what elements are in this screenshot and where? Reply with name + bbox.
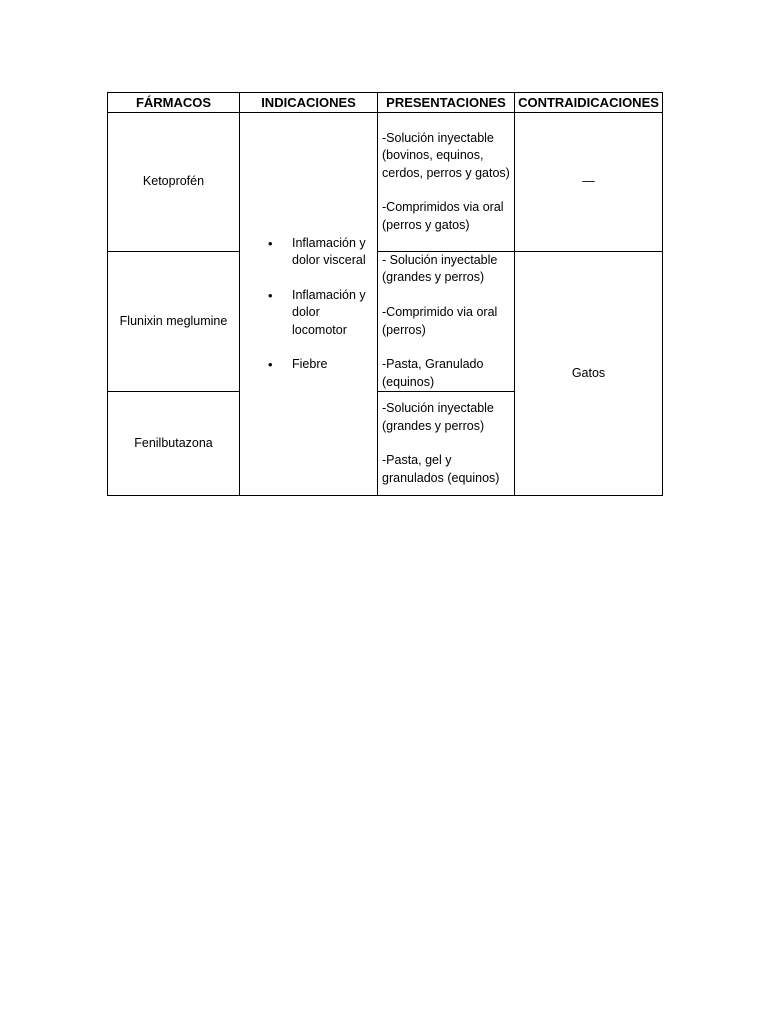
header-farmacos: FÁRMACOS <box>108 93 240 113</box>
header-indicaciones: INDICACIONES <box>240 93 378 113</box>
presentation-entry: -Solución inyectable (grandes y perros) <box>382 401 494 433</box>
contraindication-cell: Gatos <box>515 252 663 496</box>
bullet-icon: • <box>268 235 273 251</box>
table-row <box>108 113 663 252</box>
presentation-entry: -Comprimidos via oral (perros y gatos) <box>382 200 504 232</box>
header-row <box>108 93 663 113</box>
indication-text: Inflamación y dolor locomotor <box>292 287 366 337</box>
table-row <box>108 252 663 392</box>
indication-text: Fiebre <box>292 357 328 372</box>
presentations-cell <box>378 252 515 392</box>
presentation-entry: - Solución inyectable (grandes y perros) <box>382 253 498 285</box>
indications-cell <box>240 113 378 496</box>
header-contraindicaciones: CONTRAIDICACIONES <box>515 93 663 113</box>
presentations-cell <box>378 113 515 252</box>
presentation-entry: -Comprimido via oral (perros) <box>382 305 498 337</box>
drug-table <box>107 92 663 496</box>
contraindication-cell: — <box>515 113 663 252</box>
drug-name: Ketoprofén <box>108 113 240 252</box>
presentation-entry: -Solución inyectable (bovinos, equinos, cerdos, perros y gatos) <box>382 130 510 180</box>
drug-name: Fenilbutazona <box>108 392 240 496</box>
list-item <box>244 356 373 373</box>
indications-list <box>244 235 373 374</box>
header-presentaciones: PRESENTACIONES <box>378 93 515 113</box>
presentation-entry: -Pasta, gel y granulados (equinos) <box>382 453 500 485</box>
presentation-entry: -Pasta, Granulado (equinos) <box>382 357 484 389</box>
bullet-icon: • <box>268 357 273 373</box>
bullet-icon: • <box>268 287 273 303</box>
presentations-cell <box>378 392 515 496</box>
drug-name: Flunixin meglumine <box>108 252 240 392</box>
list-item <box>244 287 373 339</box>
list-item <box>244 235 373 270</box>
indication-text: Inflamación y dolor visceral <box>292 235 366 267</box>
